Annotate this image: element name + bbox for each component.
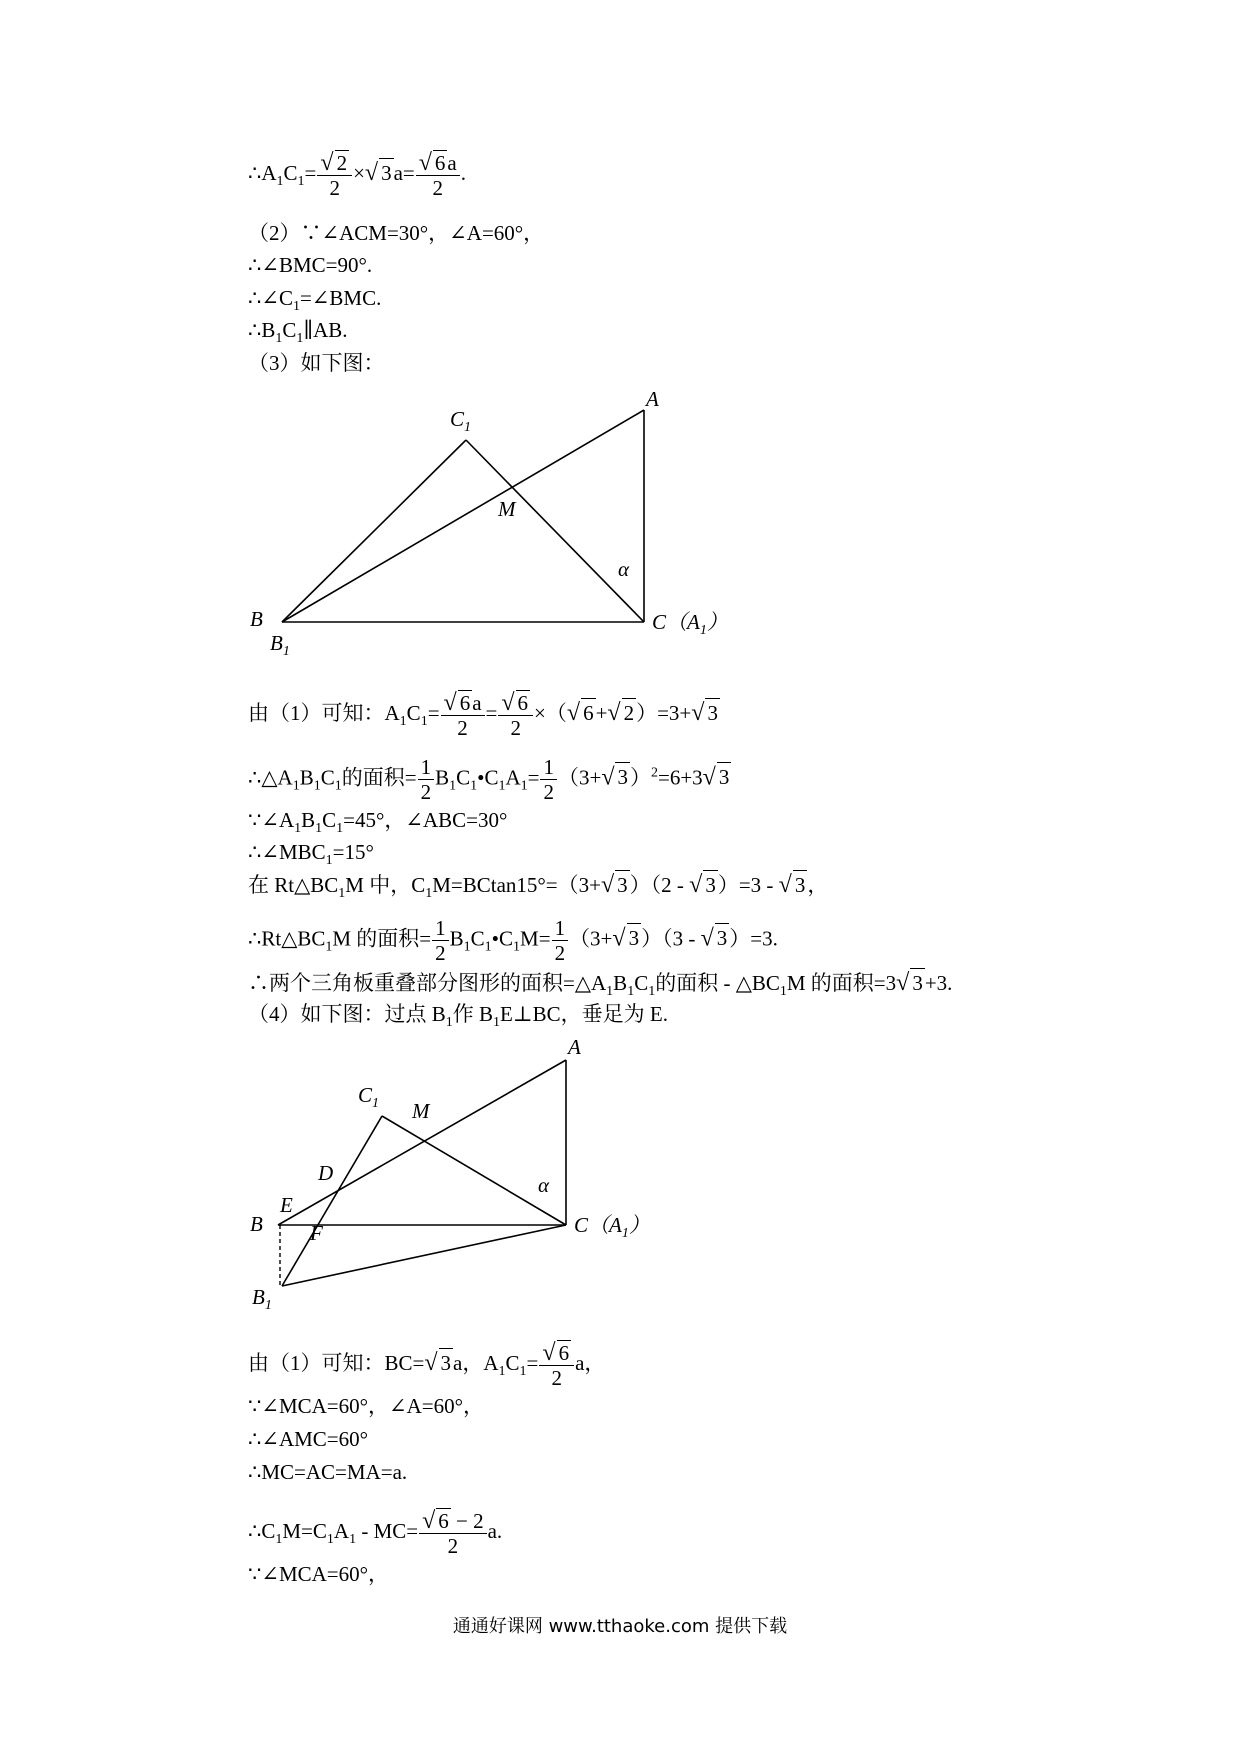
line-3: ∴∠BMC=90°.: [248, 253, 373, 277]
fraction: $\frac{1}{2}$: [418, 755, 435, 804]
line-1: $\therefore A_1C_1=$ $\frac{√ 2}{2}$ ×√ 3a= $\frac{√ 6a}{2}$ .: [248, 150, 466, 200]
label-e: E: [280, 1193, 293, 1217]
line-13: ∴两个三角板重叠部分图形的面积$=\triangle A_1B_1C_1$的面积 - $\triangle BC_1M$ 的面积=3√ 3+3.: [248, 970, 953, 1000]
line-12: $\therefore Rt\triangle BC_1M$ 的面积= $\frac{1}{2}$ $B_1C_1•C_1M=$ $\frac{1}{2}$ （3+√ 3）（3 - √ 3）=3.: [248, 916, 778, 965]
label-a: A: [646, 390, 659, 411]
label-c-a1: $C(A_1)$: [652, 610, 728, 638]
line-6: （3）如下图：: [248, 351, 385, 375]
fraction: $\frac{1}{2}$: [552, 916, 569, 965]
fraction: $\frac{√ 6a}{2}$: [416, 150, 460, 200]
segment-b1c1: [282, 1116, 382, 1286]
line-15: 由（1）可知：BC=√ 3a，$A_1C_1=$ $\frac{√ 6}{2}$ a，: [248, 1340, 606, 1390]
label-m: M: [498, 497, 516, 521]
segment-c1c: [382, 1116, 566, 1225]
segment-ba: [282, 410, 644, 622]
line-18: ∴MC=AC=MA=a.: [248, 1460, 408, 1484]
fraction: $\frac{√ 6}{2}$: [498, 690, 533, 740]
line-19: $\therefore C_1M=C_1A_1 - MC=$ $\frac{√ 6 - 2}{2}$ a.: [248, 1508, 503, 1558]
label-a: A: [568, 1035, 581, 1059]
fraction: $\frac{√ 6a}{2}$: [441, 690, 485, 740]
line-2: （2）∵∠ACM=30°，∠A=60°，: [248, 221, 545, 245]
label-d: D: [318, 1161, 334, 1185]
label-c1: $C_1$: [358, 1083, 380, 1111]
line-10: $\therefore\angle MBC_1=15^\circ$: [248, 840, 374, 869]
label-alpha: α: [618, 557, 630, 581]
line-9: $\because\angle A_1B_1C_1=45^\circ$，∠ABC=30°: [248, 808, 508, 837]
line-16: ∵∠MCA=60°，∠A=60°，: [248, 1394, 485, 1418]
line-4: $\therefore\angle C_1=\angle BMC$.: [248, 286, 382, 315]
line-11: 在 $Rt\triangle BC_1M$ 中，$C_1M=BCtan15^\circ=(3+√$ 3）（2 - √ 3）=3 - √ 3，: [248, 872, 829, 902]
segment-b1c: [282, 1225, 566, 1286]
label-alpha: α: [538, 1173, 550, 1197]
label-b1: $B_1$: [252, 1285, 272, 1313]
line-5: $\therefore B_1C_1\parallel AB$.: [248, 318, 348, 347]
fraction: $\frac{1}{2}$: [432, 916, 449, 965]
line-17: ∴∠AMC=60°: [248, 1427, 369, 1451]
fraction: $\frac{1}{2}$: [540, 755, 557, 804]
line-8: $\therefore\triangle A_1B_1C_1$的面积= $\frac{1}{2}$ $B_1C_1•C_1A_1=$ $\frac{1}{2}$ （3+√ 3）$^2$=6+3√ 3: [248, 755, 730, 804]
figure-2-diagram: [240, 1030, 660, 1320]
label-f: F: [310, 1221, 323, 1245]
line-20: ∵∠MCA=60°，: [248, 1562, 390, 1586]
label-m: M: [412, 1099, 430, 1123]
label-b: B: [250, 1212, 263, 1236]
label-c-a1: $C(A_1)$: [574, 1213, 650, 1241]
label-b1: $B_1$: [270, 631, 290, 659]
fraction: $\frac{√ 2}{2}$: [317, 150, 352, 200]
segment-c1c: [466, 440, 644, 622]
line-7: 由（1）可知：$A_1C_1=$ $\frac{√ 6a}{2}$ = $\frac{√ 6}{2}$ ×（√ 6+√ 2）=3+√ 3: [248, 690, 718, 740]
fraction: $\frac{√ 6}{2}$: [539, 1340, 574, 1390]
label-b: B: [250, 607, 263, 631]
line-14: （4）如下图：过点 $B_1$作 $B_1E\perp BC$，垂足为 E.: [248, 1002, 668, 1031]
footer-text: 通通好课网 www.tthaoke.com 提供下载: [452, 1616, 788, 1637]
figure-1-diagram: [240, 390, 740, 660]
label-c1: $C_1$: [450, 407, 472, 435]
fraction: $\frac{√ 6 - 2}{2}$: [419, 1508, 487, 1558]
